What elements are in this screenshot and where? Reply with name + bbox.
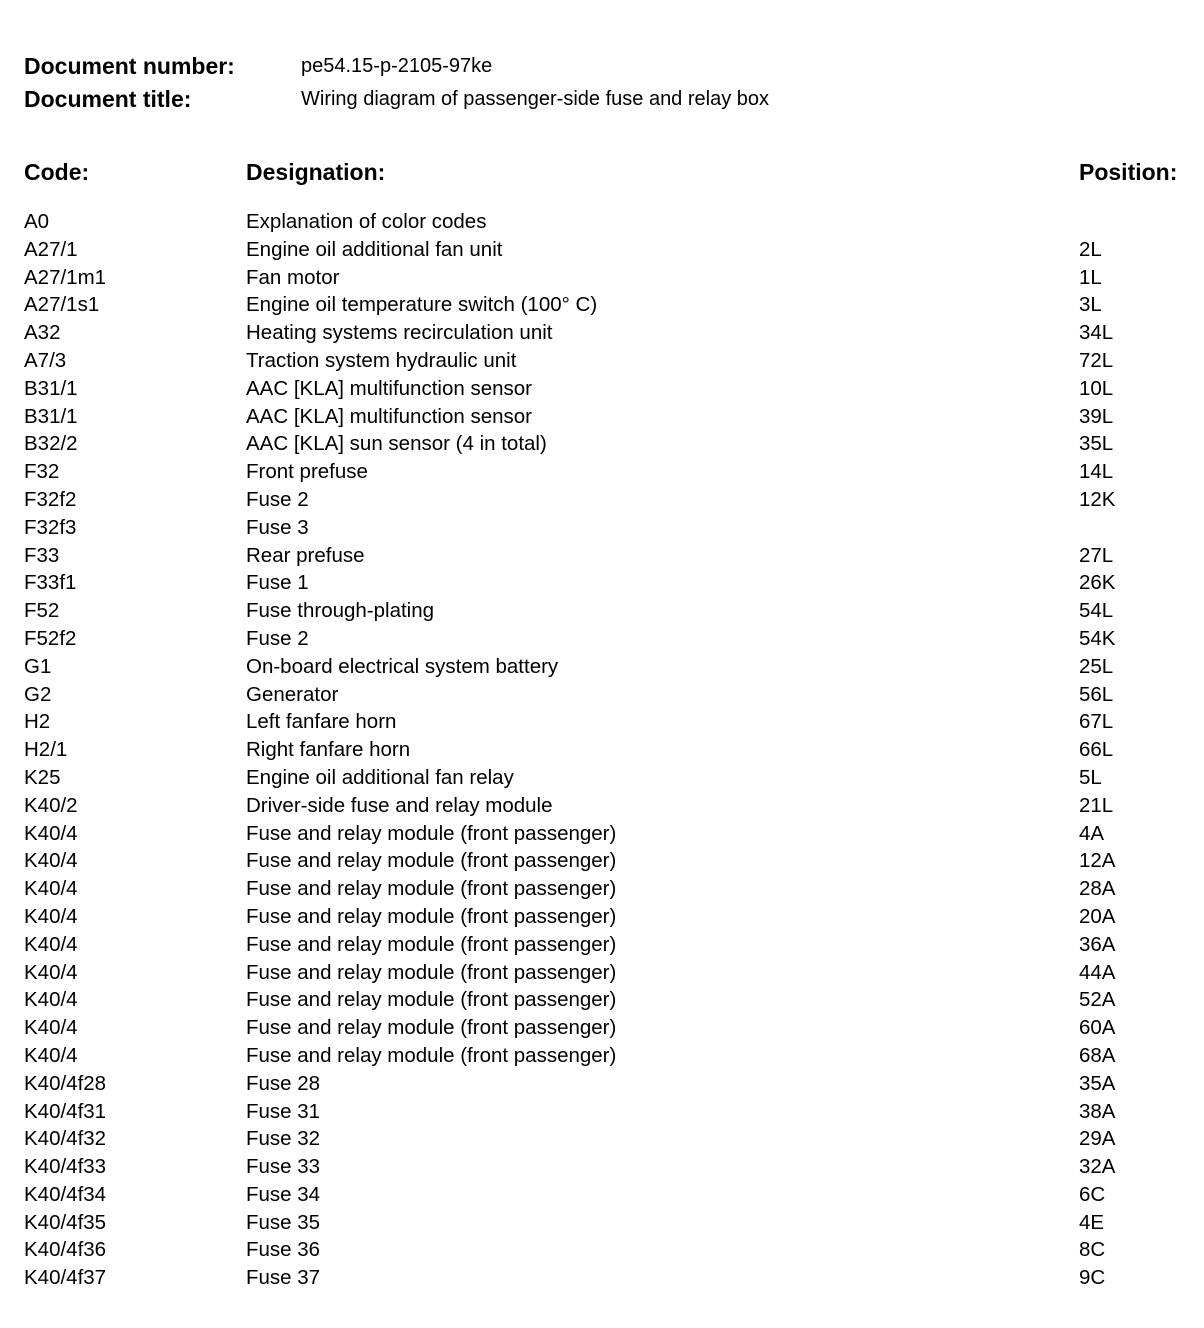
table-row <box>24 458 1204 486</box>
position-cell: 36A <box>1079 932 1116 956</box>
table-row <box>24 1236 1204 1264</box>
position-cell: 44A <box>1079 960 1116 984</box>
position-cell: 5L <box>1079 765 1102 789</box>
designation-cell: Generator <box>246 682 339 706</box>
document-number-label: Document number: <box>24 53 235 79</box>
code-cell: H2 <box>24 710 51 734</box>
position-cell: 10L <box>1079 376 1114 400</box>
designation-cell: Engine oil temperature switch (100° C) <box>246 293 598 317</box>
position-cell: 14L <box>1079 460 1114 484</box>
designation-cell: Fuse 37 <box>246 1266 321 1290</box>
position-cell: 35A <box>1079 1071 1116 1095</box>
position-cell: 38A <box>1079 1099 1116 1123</box>
table-row <box>24 291 1204 319</box>
position-cell: 26K <box>1079 571 1116 595</box>
code-cell: F32f3 <box>24 515 77 539</box>
position-cell: 1L <box>1079 265 1102 289</box>
position-cell: 25L <box>1079 654 1114 678</box>
code-cell: A27/1 <box>24 237 78 261</box>
table-row <box>24 681 1204 709</box>
table-row <box>24 959 1204 987</box>
designation-cell: Fuse and relay module (front passenger) <box>246 904 617 928</box>
table-row <box>24 208 1204 236</box>
position-cell: 60A <box>1079 1016 1116 1040</box>
code-cell: K40/4f35 <box>24 1210 107 1234</box>
table-row <box>24 792 1204 820</box>
table-row <box>24 764 1204 792</box>
code-cell: K40/4 <box>24 821 78 845</box>
position-cell: 28A <box>1079 877 1116 901</box>
table-row <box>24 597 1204 625</box>
code-cell: K40/4 <box>24 988 78 1012</box>
document-title-value: Wiring diagram of passenger-side fuse and relay box <box>301 88 770 110</box>
header-code: Code: <box>24 159 90 185</box>
designation-cell: Fuse and relay module (front passenger) <box>246 932 617 956</box>
code-cell: K40/4 <box>24 960 78 984</box>
table-row <box>24 319 1204 347</box>
code-cell: A7/3 <box>24 348 67 372</box>
code-cell: F52 <box>24 599 60 623</box>
code-cell: F52f2 <box>24 626 77 650</box>
table-row <box>24 1153 1204 1181</box>
position-cell: 34L <box>1079 321 1114 345</box>
designation-cell: Rear prefuse <box>246 543 365 567</box>
code-cell: B31/1 <box>24 404 78 428</box>
designation-cell: Fuse 31 <box>246 1099 321 1123</box>
code-cell: K40/4 <box>24 932 78 956</box>
code-cell: K40/4 <box>24 1043 78 1067</box>
code-cell: G2 <box>24 682 52 706</box>
designation-cell: Fuse 2 <box>246 626 309 650</box>
position-cell: 66L <box>1079 738 1114 762</box>
code-cell: K40/4f34 <box>24 1182 107 1206</box>
code-cell: A32 <box>24 321 61 345</box>
table-row <box>24 820 1204 848</box>
table-row <box>24 708 1204 736</box>
designation-cell: Fuse 28 <box>246 1071 321 1095</box>
code-cell: A0 <box>24 210 50 233</box>
table-row <box>24 1014 1204 1042</box>
table-row <box>24 486 1204 514</box>
code-cell: H2/1 <box>24 738 68 762</box>
code-cell: K40/2 <box>24 793 78 817</box>
table-row <box>24 347 1204 375</box>
designation-cell: Fuse 33 <box>246 1155 321 1179</box>
code-cell: K40/4f37 <box>24 1266 107 1290</box>
table-row <box>24 236 1204 264</box>
table-row <box>24 1125 1204 1153</box>
table-row <box>24 1070 1204 1098</box>
code-cell: K40/4f31 <box>24 1099 107 1123</box>
position-cell: 68A <box>1079 1043 1116 1067</box>
designation-cell: Fuse and relay module (front passenger) <box>246 988 617 1012</box>
code-cell: F32 <box>24 460 60 484</box>
designation-cell: Front prefuse <box>246 460 368 484</box>
designation-cell: AAC [KLA] sun sensor (4 in total) <box>246 432 547 456</box>
code-cell: K40/4 <box>24 877 78 901</box>
table-row <box>24 1264 1204 1292</box>
table-row <box>24 1098 1204 1126</box>
position-cell: 54K <box>1079 626 1116 650</box>
designation-cell: Fuse 36 <box>246 1238 321 1262</box>
code-cell: K40/4 <box>24 849 78 873</box>
code-cell: A27/1m1 <box>24 265 107 289</box>
table-row <box>24 542 1204 570</box>
designation-cell: AAC [KLA] multifunction sensor <box>246 376 532 400</box>
table-header <box>24 157 1204 187</box>
code-cell: K40/4f28 <box>24 1071 107 1095</box>
code-cell: F33f1 <box>24 571 77 595</box>
position-cell: 4A <box>1079 821 1105 845</box>
table-row <box>24 375 1204 403</box>
position-cell: 21L <box>1079 793 1114 817</box>
designation-cell: Fuse 2 <box>246 487 309 511</box>
table-row <box>24 1181 1204 1209</box>
designation-cell: Heating systems recirculation unit <box>246 321 553 345</box>
document-number-value: pe54.15-p-2105-97ke <box>301 55 493 77</box>
table-row <box>24 875 1204 903</box>
position-cell: 67L <box>1079 710 1114 734</box>
designation-cell: Fuse 35 <box>246 1210 321 1234</box>
designation-cell: AAC [KLA] multifunction sensor <box>246 404 532 428</box>
designation-cell: Traction system hydraulic unit <box>246 348 517 372</box>
position-cell: 72L <box>1079 348 1114 372</box>
position-cell: 32A <box>1079 1155 1116 1179</box>
designation-cell: Explanation of color codes <box>246 210 487 233</box>
table-row <box>24 430 1204 458</box>
table-row <box>24 903 1204 931</box>
designation-cell: Fan motor <box>246 265 340 289</box>
code-cell: B31/1 <box>24 376 78 400</box>
code-cell: B32/2 <box>24 432 78 456</box>
table-row <box>24 264 1204 292</box>
header-designation: Designation: <box>246 159 386 185</box>
table-row <box>24 986 1204 1014</box>
code-cell: K40/4f32 <box>24 1127 107 1151</box>
code-cell: K40/4 <box>24 904 78 928</box>
position-cell: 2L <box>1079 237 1102 261</box>
table-row <box>24 736 1204 764</box>
table-row <box>24 931 1204 959</box>
table-row <box>24 1209 1204 1237</box>
code-cell: K40/4f33 <box>24 1155 107 1179</box>
position-cell: 54L <box>1079 599 1114 623</box>
designation-cell: Fuse and relay module (front passenger) <box>246 821 617 845</box>
code-cell: A27/1s1 <box>24 293 100 317</box>
position-cell: 3L <box>1079 293 1102 317</box>
designation-cell: On-board electrical system battery <box>246 654 559 678</box>
position-cell: 6C <box>1079 1182 1106 1206</box>
designation-cell: Fuse 3 <box>246 515 309 539</box>
position-cell: 52A <box>1079 988 1116 1012</box>
table-row <box>24 569 1204 597</box>
code-cell: K40/4f36 <box>24 1238 107 1262</box>
position-cell: 35L <box>1079 432 1114 456</box>
table-row <box>24 847 1204 875</box>
designation-cell: Right fanfare horn <box>246 738 411 762</box>
position-cell: 4E <box>1079 1210 1105 1234</box>
designation-cell: Fuse 34 <box>246 1182 321 1206</box>
position-cell: 12K <box>1079 487 1116 511</box>
position-cell: 20A <box>1079 904 1116 928</box>
designation-cell: Fuse 1 <box>246 571 309 595</box>
code-cell: K40/4 <box>24 1016 78 1040</box>
header-position: Position: <box>1079 159 1178 185</box>
designation-cell: Engine oil additional fan unit <box>246 237 503 261</box>
table-row <box>24 403 1204 431</box>
position-cell: 9C <box>1079 1266 1106 1290</box>
designation-cell: Fuse 32 <box>246 1127 321 1151</box>
position-cell: 56L <box>1079 682 1114 706</box>
position-cell: 8C <box>1079 1238 1106 1262</box>
designation-cell: Fuse and relay module (front passenger) <box>246 1016 617 1040</box>
designation-cell: Left fanfare horn <box>246 710 397 734</box>
position-cell: 27L <box>1079 543 1114 567</box>
table-row <box>24 1042 1204 1070</box>
code-cell: F33 <box>24 543 60 567</box>
designation-cell: Fuse and relay module (front passenger) <box>246 960 617 984</box>
position-cell: 29A <box>1079 1127 1116 1151</box>
designation-cell: Engine oil additional fan relay <box>246 765 514 789</box>
table-row <box>24 625 1204 653</box>
designation-cell: Fuse and relay module (front passenger) <box>246 849 617 873</box>
designation-cell: Driver-side fuse and relay module <box>246 793 553 817</box>
table-body <box>24 208 1204 1292</box>
code-cell: F32f2 <box>24 487 77 511</box>
position-cell: 39L <box>1079 404 1114 428</box>
code-cell: G1 <box>24 654 52 678</box>
document-title-label: Document title: <box>24 86 192 112</box>
designation-cell: Fuse through-plating <box>246 599 435 623</box>
table-row <box>24 514 1204 542</box>
table-row <box>24 653 1204 681</box>
designation-cell: Fuse and relay module (front passenger) <box>246 1043 617 1067</box>
designation-cell: Fuse and relay module (front passenger) <box>246 877 617 901</box>
code-cell: K25 <box>24 765 61 789</box>
position-cell: 12A <box>1079 849 1116 873</box>
